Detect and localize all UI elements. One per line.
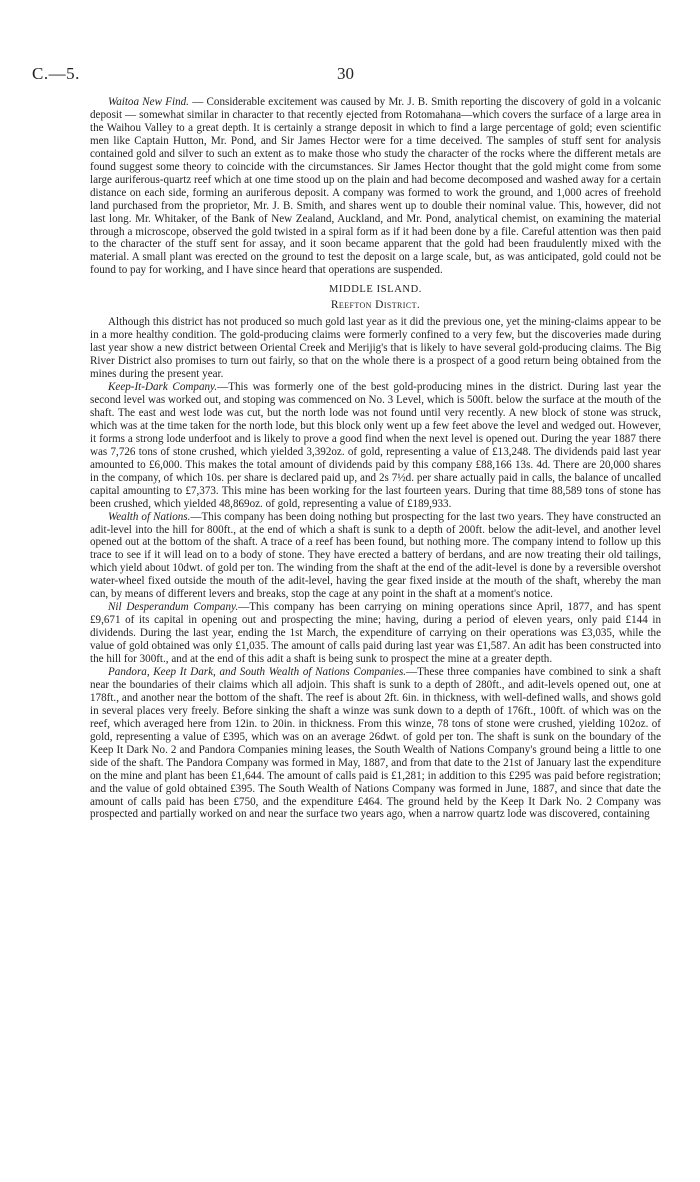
paragraph-waitoa [90,96,661,277]
body-text [90,96,661,821]
paragraph-nil-desperandum [90,601,661,666]
paragraph-text: —This company has been carrying on mining operations since April, 1877, and has spent £9,671 of its capital in opening out and prospecting the mine; having, during a period of eleven years, only paid £144 in dividends. During the last year, ending the 1st March, the expenditure of carrying on their operations was £3,035, while the value of gold obtained was only £1,035. The amount of calls paid during last year was £1,587. An adit has been constructed into the hill for 300ft., and at the end of this adit a shaft is being sunk to prospect the mine at a greater depth. [90,601,661,666]
paragraph-title: Wealth of Nations. [108,510,191,523]
district-heading: Reefton District. [330,299,421,312]
paragraph-title: Pandora, Keep It Dark, and South Wealth of Nations Companies. [108,665,407,678]
paragraph-pandora [90,666,661,821]
paragraph-title: Keep-It-Dark Company. [108,381,218,394]
paragraph-keep-it-dark [90,381,661,511]
paragraph-text: —These three companies have combined to sink a shaft near the boundaries of their claims which all adjoin. This shaft is sunk to a depth of 280ft., and adit-levels opened out, one at 178ft., and another near the bottom of the shaft. The reef is about 2ft. 6in. in thickness, with well-defined walls, and shows gold in several places very freely. Before sinking the shaft a winze was sunk down to a depth of 176ft., 100ft. of which was on the reef, which averaged here from 12in. to 20in. in thickness. From this winze, 78 tons of stone were crushed, yielding 102oz. of gold, representing a value of £395, which was on an average 26dwt. of gold per ton. The shaft is sunk on the boundary of the Keep It Dark No. 2 and Pandora Companies mining leases, the South Wealth of Nations Company's ground being a little to one side of the shaft. The Pandora Company was formed in May, 1887, and from that date to the 21st of January last the expenditure on the mine and plant has been £1,644. The amount of calls paid is £1,281; in addition to this £295 was paid before registration; and the value of gold obtained £395. The South Wealth of Nations Company was formed in June, 1887, and since that date the amount of calls paid has been £750, and the expenditure £464. The ground held by the Keep It Dark No. 2 Company was prospected and partially worked on and near the surface two years ago, when a narrow quartz lode was discovered, containing [90,665,661,821]
paragraph-title: Waitoa New Find. [108,96,189,108]
paragraph-reefton-intro: Although this district has not produced so much gold last year as it did the previous one, yet the mining-claims appear to be in a more healthy condition. The gold-producing claims were formerly confined to a very few, but the discoveries made during last year show a new district between Oriental Creek and Merijig's that is likely to have several gold-producing claims. The Big River District also promises to turn out fairly, so that on the whole there is a prospect of a good return being obtained from the mines during the present year. [90,316,661,381]
page-number: 30 [337,64,354,83]
section-heading: MIDDLE ISLAND. [329,284,422,296]
paragraph-wealth-of-nations [90,511,661,602]
paragraph-text: — Considerable excitement was caused by Mr. J. B. Smith reporting the discovery of gold in a volcanic deposit — somewhat similar in character to that recently ejected from Rotomahana—which covers the surface of a large area in the Waihou Valley to a great depth. It is certainly a strange deposit in which to find a large percentage of gold; even scientific men like Captain Hutton, Mr. Pond, and Sir James Hector were for a time deceived. The samples of stuff sent for analysis contained gold and silver to such an extent as to make those who study the character of the rocks where the different metals are found suggest some theory to coincide with the circumstances. Sir James Hector thought that the gold might come from some large auriferous-quartz reef which at one time stood up on the plain and had become decomposed and washed away for a certain distance on each side, forming an auriferous deposit. A company was formed to work the ground, and 1,000 acres of freehold land purchased from the proprietor, Mr. J. B. Smith, and shares went up to double their nominal value. This, however, did not last long. Mr. Whitaker, of the Bank of New Zealand, Auckland, and Mr. Pond, analytical chemist, on examining the material through a microscope, observed the gold twisted in a spiral form as if it had been done by a file. Careful attention was then paid to the character of the stuff sent for assay, and it soon became apparent that the gold had been fraudulently mixed with the material. A small plant was erected on the ground to test the deposit on a large scale, but, as was anticipated, gold could not be found to pay for working, and I have since heard that operations are suspended. [90,96,661,277]
section-reference: C.—5. [32,64,80,83]
paragraph-text: —This company has been doing nothing but prospecting for the last two years. They have constructed an adit-level into the hill for 800ft., at the end of which a shaft is sunk to a depth of 200ft. below the adit-level, and another level opened out at the bottom of the shaft. A trace of a reef has been found, but nothing more. The company intend to follow up this trace to see if it will lead on to a body of stone. They have erected a battery of berdans, and are now treating their old tailings, which yield about 10dwt. of gold per ton. The winding from the shaft at the end of the adit-level is done by a reversible overshot water-wheel fixed outside the mouth of the adit-level, having the gear fixed inside at the mouth of the shaft, whereby the man can, by means of different levers and breaks, stop the cage at any point in the shaft at a moment's notice. [90,510,661,601]
paragraph-title: Nil Desperandum Company. [108,601,239,614]
paragraph-text: —This was formerly one of the best gold-producing mines in the district. During last year the second level was worked out, and stoping was commenced on No. 3 Level, which is 500ft. below the surface at the mouth of the shaft. The east and west lode was cut, but the north lode was not found until very recently. A new block of stone was struck, which was at the time taken for the north lode, but this block only went up a few feet above the level and wedged out. However, it forms a strong lode underfoot and is likely to prove a good find when the next level is opened out. During the year 1887 there was 7,726 tons of stone crushed, which yielded 3,392oz. of gold, representing a value of £13,248. The dividends paid last year amounted to £6,000. This makes the total amount of dividends paid by this company £88,166 13s. 4d. There are 20,000 shares in the company, of which 10s. per share is declared paid up, and 2s 7½d. per share actually paid in calls, the balance of uncalled capital amounting to £7,373. This mine has been working for the last fourteen years. During that time 88,589 tons of stone has been crushed, which yielded 48,869oz. of gold, representing a value of £189,933. [90,381,661,510]
